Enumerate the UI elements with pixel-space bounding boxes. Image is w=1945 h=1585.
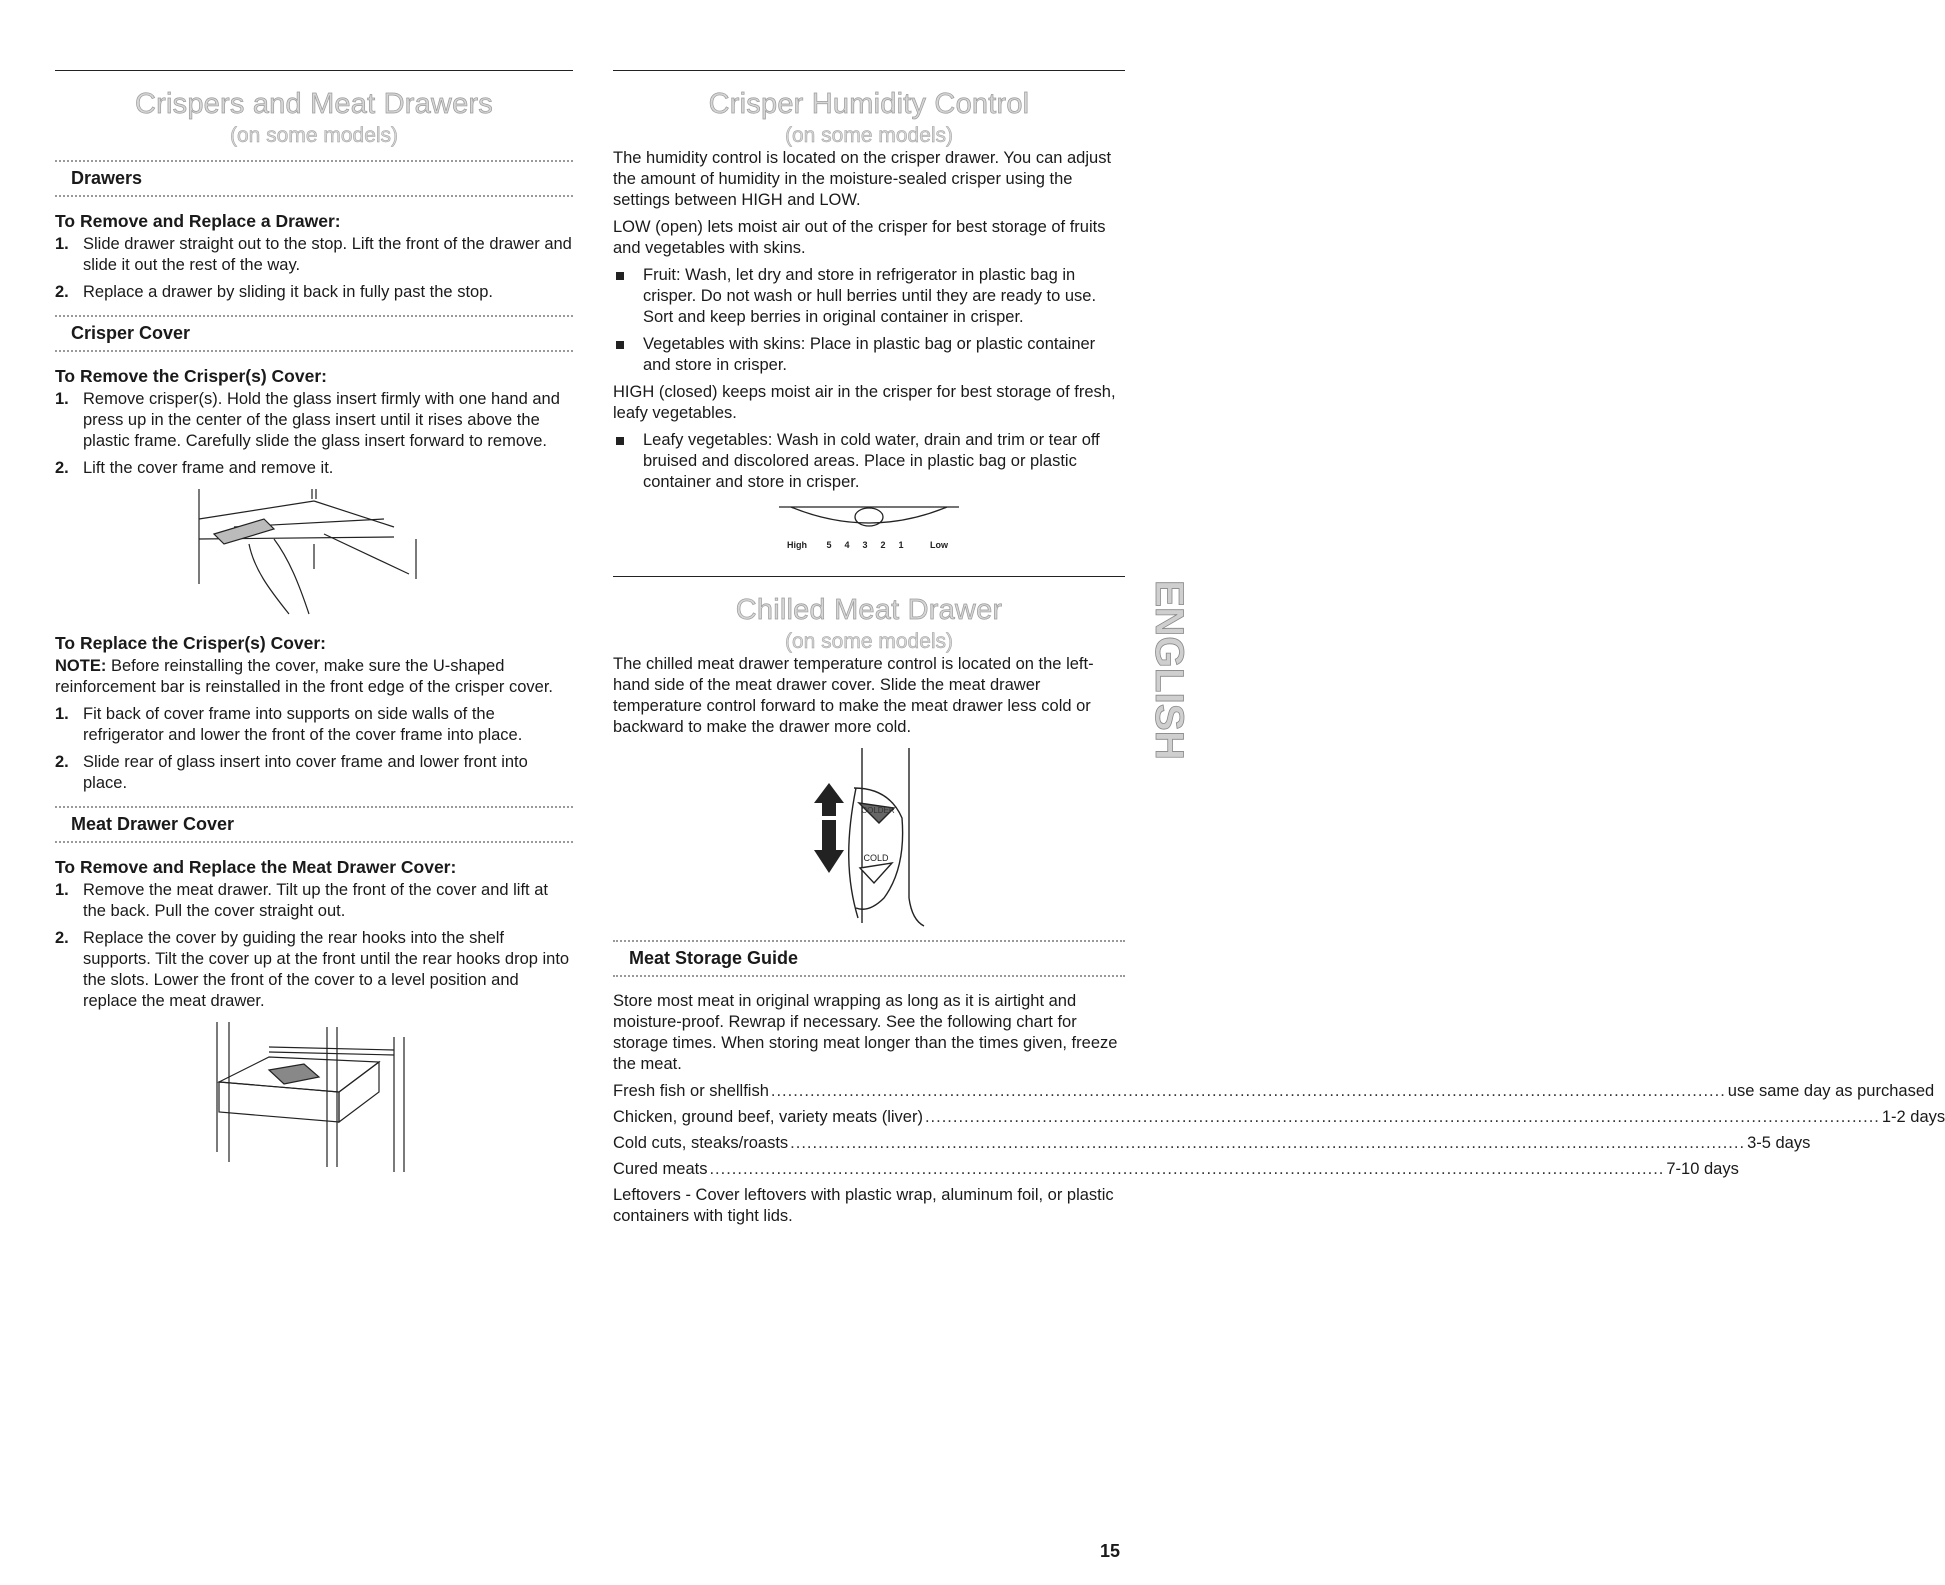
storage-row: Chicken, ground beef, variety meats (liver) ..... 1-2 days [613, 1107, 1125, 1128]
top-rule [55, 70, 573, 71]
storage-chart [613, 1081, 1945, 1180]
procedure-title: To Replace the Crisper(s) Cover: [55, 633, 326, 653]
dial-label-5: 5 [826, 540, 832, 550]
colder-label: COLDER [861, 806, 895, 815]
page-number: 15 [1100, 1541, 1121, 1561]
section-subtitle: (on some models) [229, 124, 399, 147]
bullet-item: Leafy vegetables: Wash in cold water, drain and trim or tear off bruised and discolored areas. Place in plastic bag or plastic container and store in crisper. [613, 430, 1125, 493]
storage-row: Cold cuts, steaks/roasts ..... 3-5 days [613, 1133, 1125, 1154]
step: 1. Fit back of cover frame into supports on side walls of the refrigerator and lower the front of the cover frame into place. [55, 705, 523, 744]
section-rule [613, 576, 1125, 577]
storage-row: Fresh fish or shellfish ..... use same day as purchased [613, 1081, 1125, 1102]
meat-drawer-illustration [209, 1022, 419, 1172]
subhead-crisper-cover: Crisper Cover [55, 315, 573, 352]
procedure-title: To Remove and Replace a Drawer: [55, 211, 341, 231]
note: NOTE: Before reinstalling the cover, make sure the U-shaped reinforcement bar is reinstalled in the front edge of the crisper cover. [55, 657, 554, 696]
section-subtitle: (on some models) [784, 124, 954, 147]
steps-list [55, 880, 573, 1012]
cold-label: COLD [863, 853, 889, 863]
dial-label-4: 4 [844, 540, 850, 550]
english-side-tab [1147, 578, 1191, 763]
section-title-humidity: Crisper Humidity Control [708, 88, 1030, 120]
steps-list [55, 234, 573, 303]
procedure-title: To Remove and Replace the Meat Drawer Cover: [55, 857, 457, 877]
storage-intro: Store most meat in original wrapping as long as it is airtight and moisture-proof. Rewrap if necessary. See the following chart for storage times. When storing meat longer than the times given, freeze the meat. [613, 992, 1118, 1073]
step: 1. Remove crisper(s). Hold the glass insert firmly with one hand and press up in the center of the glass insert until it rises above the plastic frame. Carefully slide the glass insert forward to remove. [55, 390, 560, 450]
procedure-title: To Remove the Crisper(s) Cover: [55, 366, 327, 386]
step: 2. Lift the cover frame and remove it. [55, 459, 334, 477]
crisper-cover-illustration [194, 489, 434, 619]
dial-label-1: 1 [898, 540, 904, 550]
humidity-intro: The humidity control is located on the crisper drawer. You can adjust the amount of humidity in the moisture-sealed crisper using the settings between HIGH and LOW. [613, 149, 1112, 209]
bullet-item: Vegetables with skins: Place in plastic bag or plastic container and store in crisper. [613, 334, 1125, 376]
steps-list [55, 389, 573, 479]
dial-label-3: 3 [862, 540, 868, 550]
note-label: NOTE: [55, 657, 107, 675]
left-column [55, 70, 573, 1182]
humidity-dial-illustration [769, 503, 969, 558]
steps-list [55, 704, 573, 794]
section-title-chilled: Chilled Meat Drawer [735, 594, 1003, 626]
step: 1. Remove the meat drawer. Tilt up the front of the cover and lift at the back. Pull the cover straight out. [55, 881, 548, 920]
bullet-item: Fruit: Wash, let dry and store in refrigerator in plastic bag in crisper. Do not wash or hull berries until they are ready to use. Sort and keep berries in original container in crisper. [613, 265, 1125, 328]
storage-row: Cured meats ..... 7-10 days [613, 1159, 1125, 1180]
step: 1. Slide drawer straight out to the stop. Lift the front of the drawer and slide it out the rest of the way. [55, 235, 572, 274]
high-text: HIGH (closed) keeps moist air in the crisper for best storage of fresh, leafy vegetables. [613, 383, 1116, 422]
subhead-drawers: Drawers [55, 160, 573, 197]
top-rule [613, 70, 1125, 71]
step: 2. Slide rear of glass insert into cover frame and lower front into place. [55, 753, 528, 792]
side-tab-label: ENGLISH [1147, 580, 1191, 758]
low-text: LOW (open) lets moist air out of the crisper for best storage of fruits and vegetables with skins. [613, 218, 1106, 257]
dial-label-2: 2 [880, 540, 886, 550]
chilled-text: The chilled meat drawer temperature control is located on the left-hand side of the meat drawer cover. Slide the meat drawer temperature control forward to make the meat drawer less cold or backward to make the drawer more cold. [613, 655, 1094, 736]
high-bullets [613, 430, 1125, 493]
section-title-crispers: Crispers and Meat Drawers [135, 88, 493, 120]
section-subtitle: (on some models) [784, 630, 954, 653]
temperature-control-illustration [794, 748, 944, 928]
up-down-arrow-icon [814, 783, 844, 873]
leftovers-text: Leftovers - Cover leftovers with plastic wrap, aluminum foil, or plastic containers with tight lids. [613, 1186, 1114, 1225]
step: 2. Replace the cover by guiding the rear hooks into the shelf supports. Tilt the cover up at the front until the rear hooks drop into the slots. Lower the front of the cover to a level position and replace the meat drawer. [55, 929, 570, 1010]
subhead-meat-drawer-cover: Meat Drawer Cover [55, 806, 573, 843]
step: 2. Replace a drawer by sliding it back in fully past the stop. [55, 283, 493, 301]
low-bullets [613, 265, 1125, 376]
subhead-meat-storage: Meat Storage Guide [613, 940, 1125, 977]
dial-label-high: High [787, 540, 807, 550]
dial-label-low: Low [930, 540, 948, 550]
